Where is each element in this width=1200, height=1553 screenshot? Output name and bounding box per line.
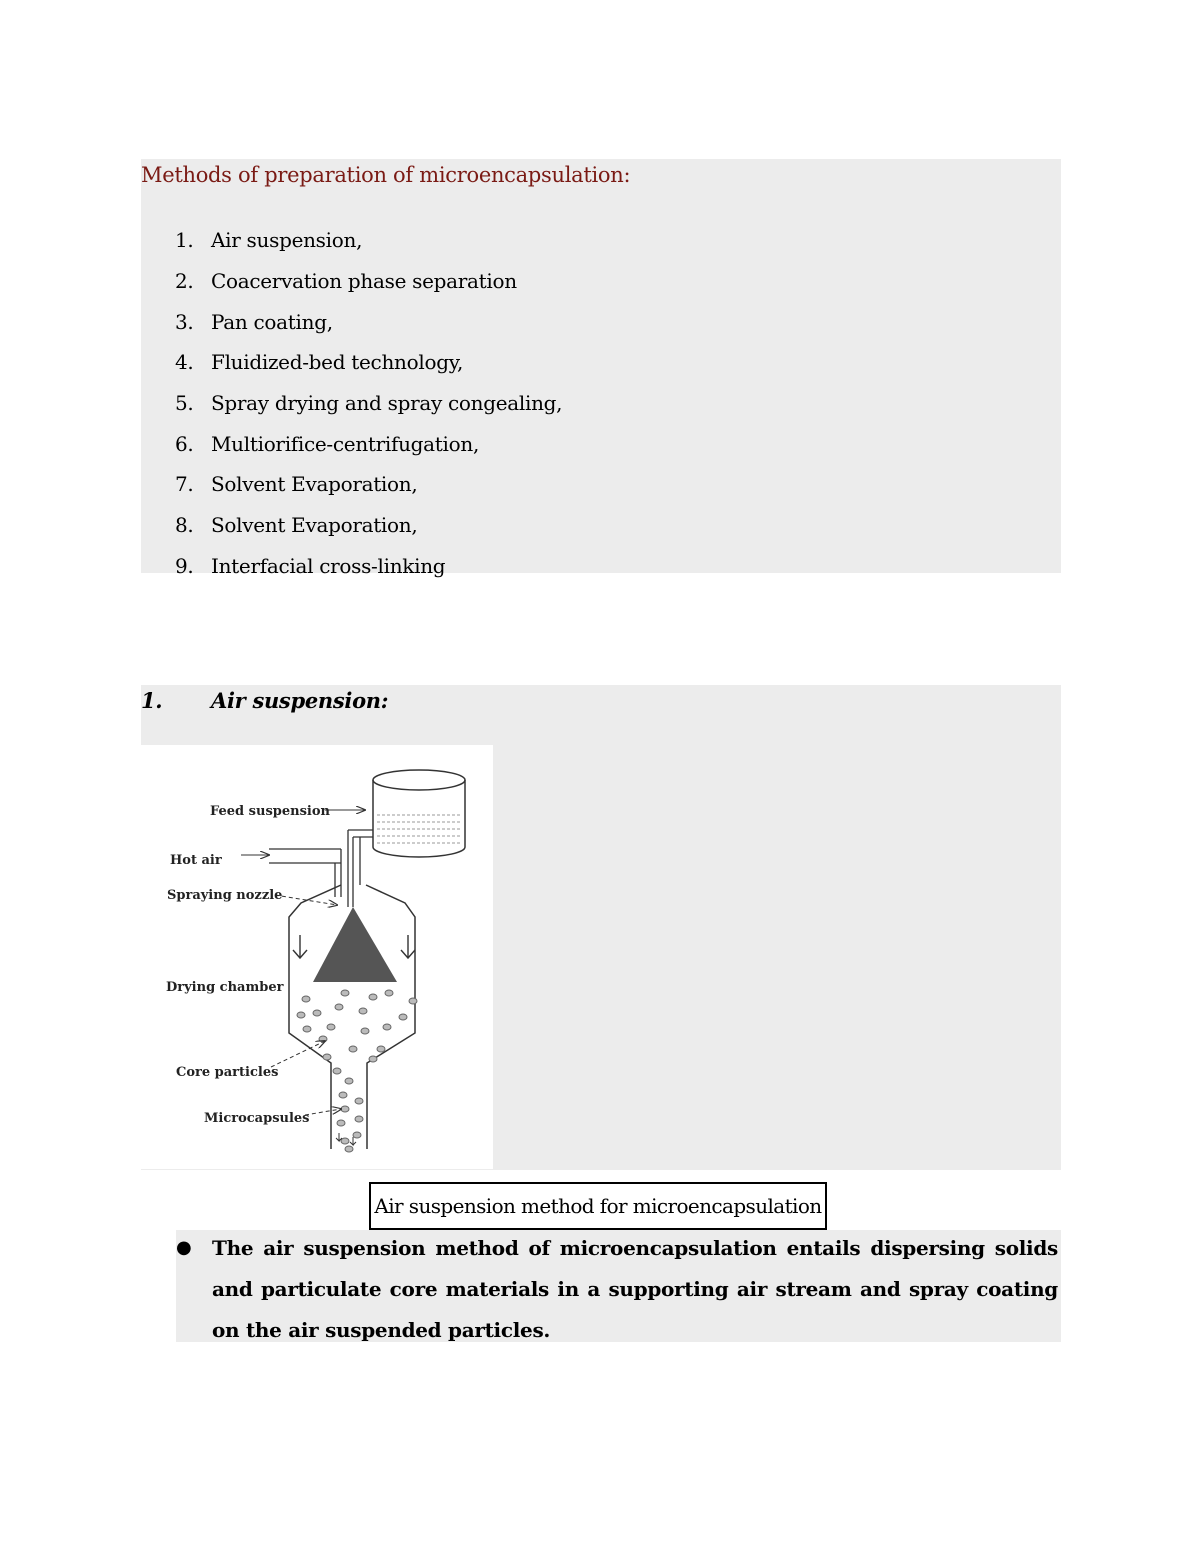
feed-tank (373, 770, 465, 857)
list-item: 2. Coacervation phase separation (175, 269, 517, 294)
label-microcapsules: Microcapsules (204, 1111, 310, 1126)
list-item: 5. Spray drying and spray congealing, (175, 391, 563, 416)
label-core-particles: Core particles (176, 1065, 279, 1080)
diagram-svg (141, 745, 493, 1169)
list-item: 8. Solvent Evaporation, (175, 513, 418, 538)
methods-list (175, 220, 562, 586)
list-item: 6. Multiorifice-centrifugation, (175, 431, 480, 456)
page-heading: Methods of preparation of microencapsulation: (141, 163, 631, 187)
bullet-paragraph: The air suspension method of microencapsulation entails dispersing solids and particulate core materials in a supporting air stream and spray coating on the air suspended particles. (212, 1236, 1058, 1342)
label-feed-suspension: Feed suspension (210, 804, 330, 819)
label-hot-air: Hot air (170, 853, 222, 868)
figure-caption: Air suspension method for microencapsulation (369, 1182, 827, 1230)
section-title: 1. Air suspension: (141, 688, 389, 713)
label-drying-chamber: Drying chamber (166, 980, 284, 995)
spray-cone (313, 907, 397, 982)
list-item: 7. Solvent Evaporation, (175, 472, 418, 497)
feed-pipe (269, 830, 373, 907)
list-item: 9. Interfacial cross-linking (175, 553, 446, 578)
bullet-icon: ● (176, 1237, 192, 1258)
list-item: 3. Pan coating, (175, 309, 333, 334)
list-item: 1. Air suspension, (175, 228, 363, 253)
list-item: 4. Fluidized-bed technology, (175, 350, 464, 375)
particles (297, 990, 417, 1152)
air-suspension-diagram (141, 745, 493, 1169)
label-spraying-nozzle: Spraying nozzle (167, 888, 283, 903)
